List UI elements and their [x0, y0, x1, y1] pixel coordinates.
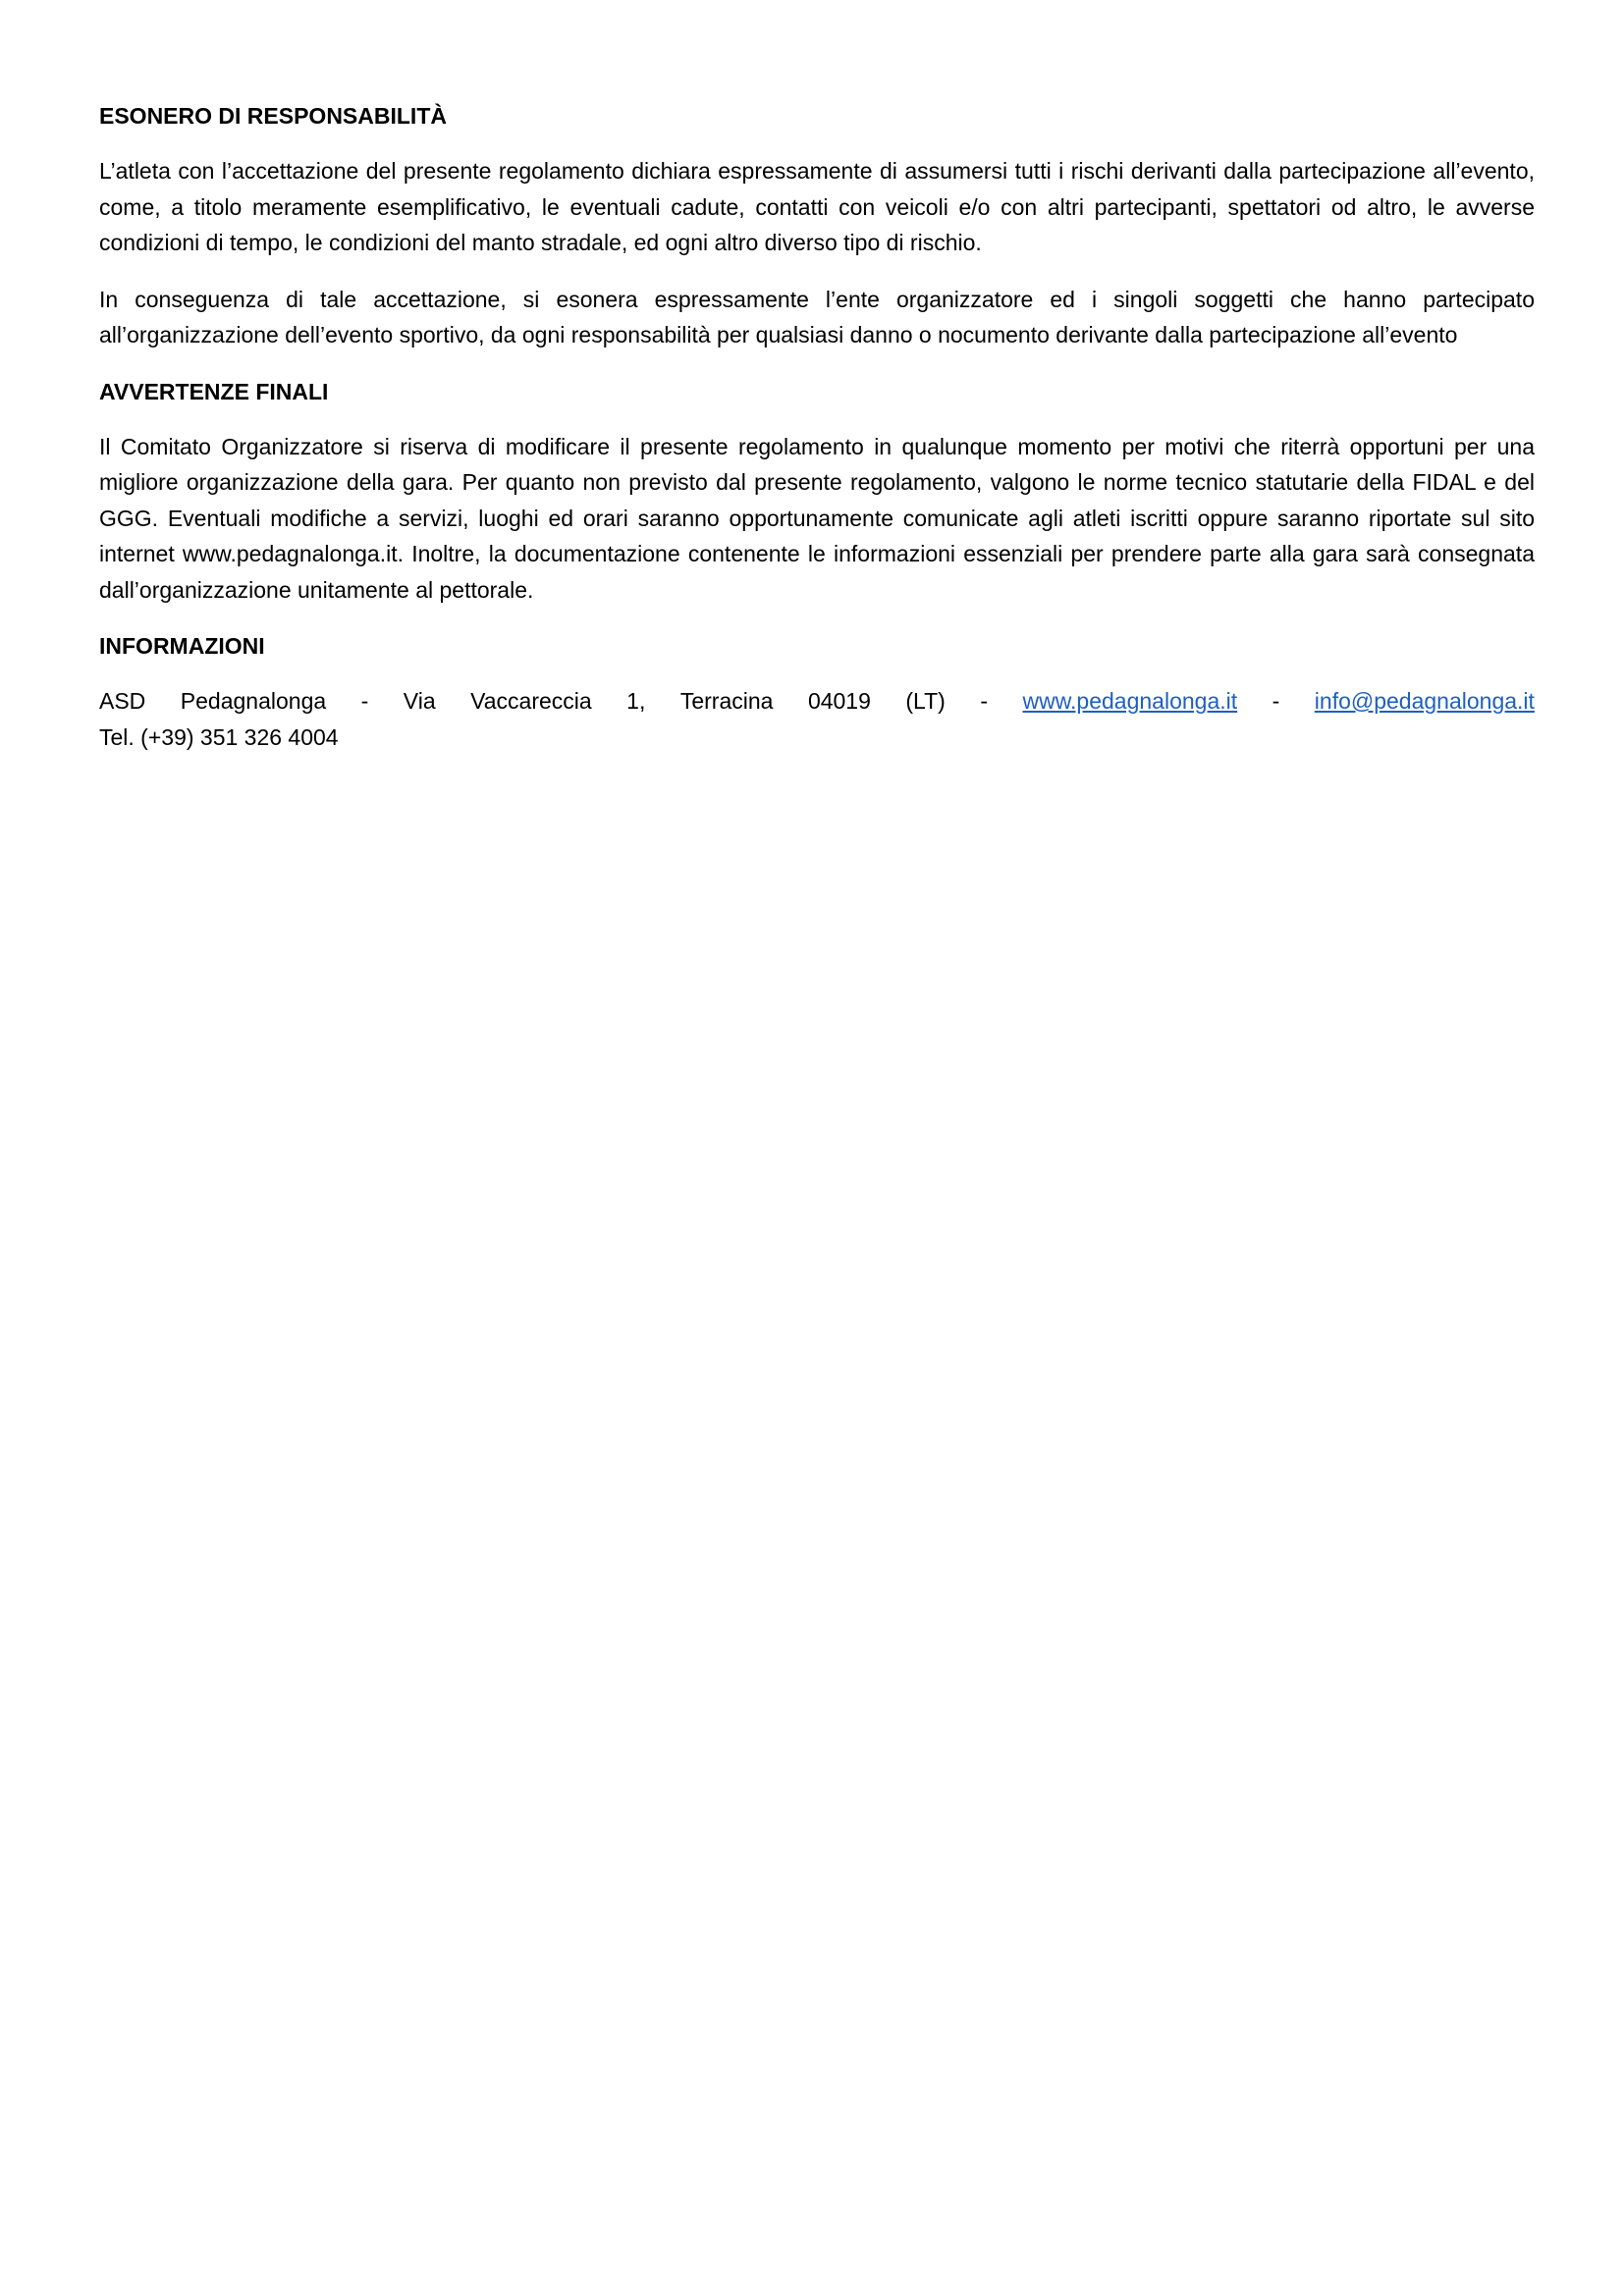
info-separator: -: [1272, 688, 1280, 714]
info-word: Via: [403, 688, 436, 714]
info-word: -: [980, 688, 988, 714]
heading-avvertenze: AVVERTENZE FINALI: [99, 378, 329, 404]
paragraph-esonero-1: L’atleta con l’accettazione del presente regolamento dichiara espressamente di assumersi tutti i rischi derivanti dalla partecipazione all’evento, come, a titolo meramente esemplificativo, le eventuali cadute, contatti con veicoli e/o con altri partecipanti, spettatori od altro, le avverse condizioni di tempo, le condizioni del manto stradale, ed ogni altro diverso tipo di rischio.: [99, 158, 1535, 255]
paragraph-esonero-2: In conseguenza di tale accettazione, si esonera espressamente l’ente organizzatore ed i singoli soggetti che hanno partecipato all’organizzazione dell’evento sportivo, da ogni responsabilità per qualsiasi danno o nocumento derivante dalla partecipazione all’evento: [99, 286, 1535, 347]
telephone-line: Tel. (+39) 351 326 4004: [99, 723, 339, 750]
info-word: 1,: [626, 688, 646, 714]
info-word: -: [360, 688, 369, 714]
paragraph-avvertenze-1: Il Comitato Organizzatore si riserva di modificare il presente regolamento in qualunque momento per motivi che riterrà opportuni per una migliore organizzazione della gara. Per quanto non previsto dal presente regolamento, valgono le norme tecnico statutarie della FIDAL e del GGG. Eventuali modifiche a servizi, luoghi ed orari saranno opportunamente comunicate agli atleti iscritti oppure saranno riportate sul sito internet www.pedagnalonga.it. Inoltre, la documentazione contenente le informazioni essenziali per prendere parte alla gara sarà consegnata dall’organizzazione unitamente al pettorale.: [99, 433, 1535, 603]
heading-esonero: ESONERO DI RESPONSABILITÀ: [99, 103, 447, 129]
info-word: 04019: [807, 688, 871, 714]
website-link[interactable]: www.pedagnalonga.it: [1022, 688, 1238, 714]
info-word: Vaccareccia: [470, 688, 592, 714]
heading-informazioni: INFORMAZIONI: [99, 633, 265, 659]
info-word: Terracina: [679, 688, 774, 714]
info-word: Pedagnalonga: [180, 688, 327, 714]
info-word: ASD: [99, 688, 146, 714]
email-link[interactable]: info@pedagnalonga.it: [1314, 688, 1535, 714]
info-address-line: [99, 683, 1535, 720]
page-content: [99, 98, 1535, 755]
info-word: (LT): [905, 688, 946, 714]
